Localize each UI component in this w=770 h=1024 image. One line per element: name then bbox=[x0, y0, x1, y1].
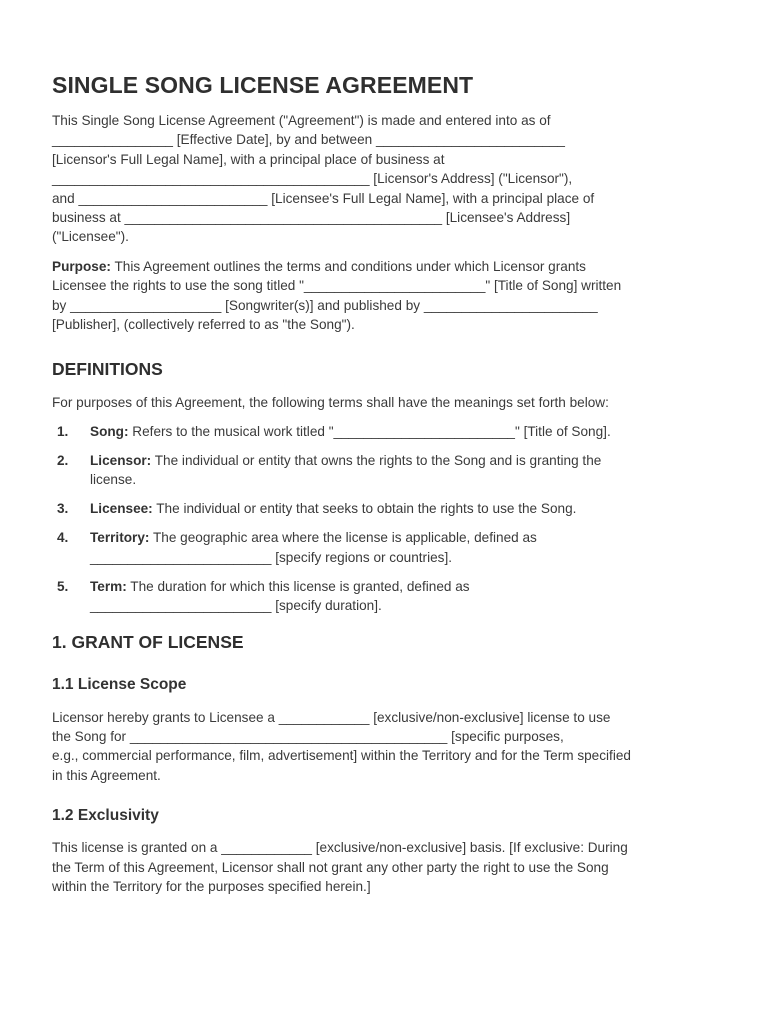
purpose-label: Purpose: bbox=[52, 258, 111, 274]
definition-text: The individual or entity that seeks to obtain the rights to use the Song. bbox=[152, 501, 577, 517]
definition-text: The duration for which this license is granted, defined as bbox=[126, 578, 470, 594]
document-title: SINGLE SONG LICENSE AGREEMENT bbox=[52, 72, 474, 98]
definitions-intro: For purposes of this Agreement, the following terms shall have the meanings set forth below: bbox=[52, 395, 609, 411]
definition-number: 2. bbox=[57, 452, 69, 468]
intro-line: ("Licensee"). bbox=[52, 229, 129, 245]
intro-line: [Licensor's Full Legal Name], with a principal place of business at bbox=[52, 151, 445, 167]
exclusivity-line: This license is granted on a ____________ [exclusive/non-exclusive] basis. [If exclusive: During bbox=[52, 840, 628, 856]
purpose-line: This Agreement outlines the terms and conditions under which Licensor grants bbox=[110, 258, 586, 274]
definition-text: The geographic area where the license is applicable, defined as bbox=[149, 530, 537, 546]
exclusivity-line: the Term of this Agreement, Licensor shall not grant any other party the right to use the Song bbox=[52, 859, 609, 875]
exclusivity-line: within the Territory for the purposes specified herein.] bbox=[52, 878, 371, 894]
intro-line: and _________________________ [Licensee's Full Legal Name], with a principal place of bbox=[52, 190, 595, 206]
exclusivity-paragraph bbox=[52, 838, 720, 896]
intro-line: business at __________________________________________ [Licensee's Address] bbox=[52, 210, 571, 226]
scope-line: the Song for __________________________________________ [specific purposes, bbox=[52, 728, 564, 744]
definition-text: ________________________ [specify regions or countries]. bbox=[90, 549, 453, 565]
definition-number: 3. bbox=[57, 501, 69, 517]
scope-line: Licensor hereby grants to Licensee a ____________ [exclusive/non-exclusive] license to use bbox=[52, 709, 611, 725]
definition-text: The individual or entity that owns the rights to the Song and is granting the bbox=[151, 452, 602, 468]
definition-text: Refers to the musical work titled "________________________" [Title of Song]. bbox=[128, 423, 611, 439]
definitions-heading: DEFINITIONS bbox=[52, 359, 163, 380]
intro-line: ________________ [Effective Date], by and between _________________________ bbox=[52, 132, 565, 148]
purpose-line: by ____________________ [Songwriter(s)] and published by _______________________ bbox=[52, 297, 598, 313]
definition-item bbox=[52, 451, 720, 490]
license-scope-paragraph bbox=[52, 708, 720, 786]
definition-number: 5. bbox=[57, 578, 69, 594]
grant-of-license-heading: 1. GRANT OF LICENSE bbox=[52, 631, 244, 652]
purpose-line: [Publisher], (collectively referred to as "the Song"). bbox=[52, 317, 355, 333]
license-scope-heading: 1.1 License Scope bbox=[52, 675, 187, 693]
definition-number: 4. bbox=[57, 530, 69, 546]
definition-item bbox=[52, 499, 720, 518]
definition-term: Licensee: bbox=[90, 501, 153, 517]
definitions-list bbox=[52, 422, 720, 616]
intro-line: __________________________________________ [Licensor's Address] ("Licensor"), bbox=[52, 171, 573, 187]
definition-text: license. bbox=[90, 472, 137, 488]
definition-number: 1. bbox=[57, 423, 69, 439]
definition-term: Licensor: bbox=[90, 452, 152, 468]
intro-line: This Single Song License Agreement ("Agreement") is made and entered into as of bbox=[52, 113, 551, 128]
definition-term: Term: bbox=[90, 578, 127, 594]
definition-item bbox=[52, 577, 720, 616]
definition-term: Song: bbox=[90, 423, 129, 439]
scope-line: in this Agreement. bbox=[52, 767, 161, 783]
intro-paragraph bbox=[52, 111, 720, 247]
exclusivity-heading: 1.2 Exclusivity bbox=[52, 807, 159, 825]
scope-line: e.g., commercial performance, film, advertisement] within the Territory and for the Term specified bbox=[52, 748, 631, 764]
definition-text: ________________________ [specify duration]. bbox=[90, 598, 382, 614]
document-page bbox=[52, 68, 720, 896]
purpose-paragraph bbox=[52, 257, 720, 335]
definition-item bbox=[52, 528, 720, 567]
definition-term: Territory: bbox=[90, 530, 150, 546]
definition-item bbox=[52, 422, 720, 441]
purpose-line: Licensee the rights to use the song titled "________________________" [Title of Song] written bbox=[52, 278, 622, 294]
